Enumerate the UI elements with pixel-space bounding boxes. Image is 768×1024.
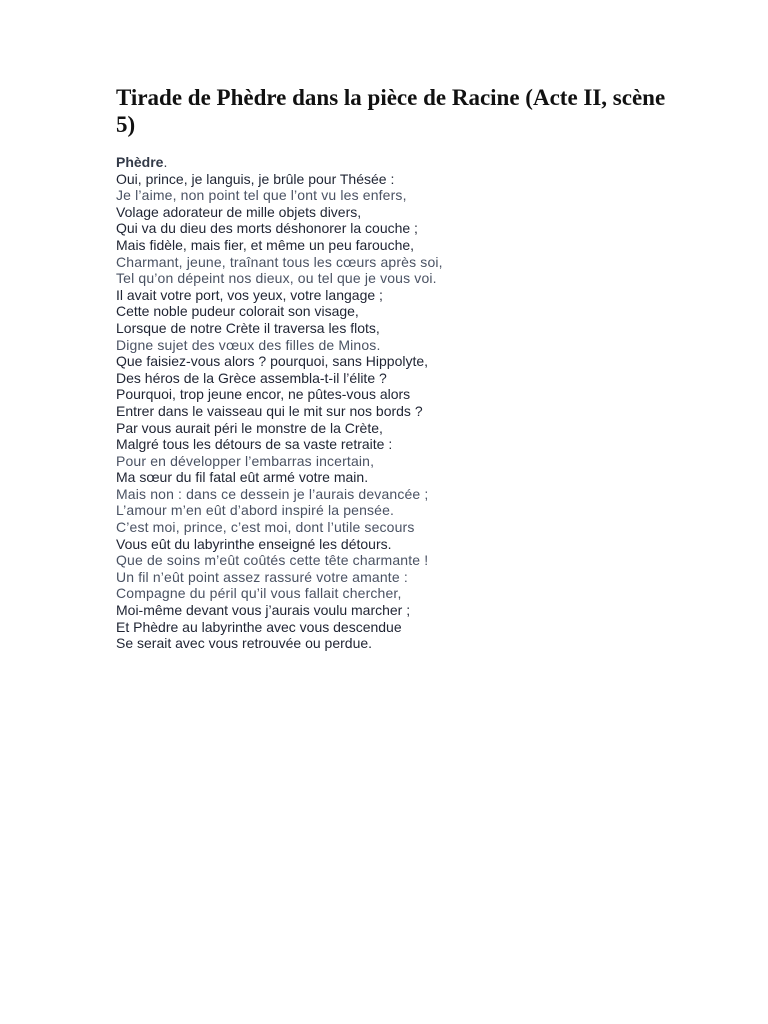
- speaker-label: Phèdre: [116, 154, 164, 170]
- document-title: Tirade de Phèdre dans la pièce de Racine (Acte II, scène 5): [116, 85, 666, 137]
- verse-line: Des héros de la Grèce assembla-t-il l’élite ?: [116, 369, 387, 386]
- verse-line: Moi-même devant vous j’aurais voulu marcher ;: [116, 602, 411, 619]
- document-page: [116, 84, 676, 652]
- verse-line: Un fil n’eût point assez rassuré votre amante :: [116, 568, 408, 585]
- verse-line: Que faisiez-vous alors ? pourquoi, sans Hippolyte,: [116, 353, 429, 370]
- verse-line: Tel qu’on dépeint nos dieux, ou tel que je vous voi.: [116, 270, 437, 287]
- verse-line: Pourquoi, trop jeune encor, ne pûtes-vous alors: [116, 386, 411, 403]
- verse-line: Malgré tous les détours de sa vaste retraite :: [116, 436, 393, 453]
- verse-line: L’amour m’en eût d’abord inspiré la pensée.: [116, 502, 395, 519]
- verse-line: Compagne du péril qu’il vous fallait chercher,: [116, 585, 402, 602]
- verse-line: Lorsque de notre Crète il traversa les flots,: [116, 319, 380, 336]
- verse-line: C’est moi, prince, c’est moi, dont l’utile secours: [116, 519, 415, 536]
- verse-line: Entrer dans le vaisseau qui le mit sur nos bords ?: [116, 402, 423, 419]
- speaker-name: [116, 154, 676, 171]
- verse-list: [116, 171, 676, 652]
- verse-line: Vous eût du labyrinthe enseigné les détours.: [116, 535, 392, 552]
- verse-line: Et Phèdre au labyrinthe avec vous descendue: [116, 618, 402, 635]
- speaker-punct: .: [163, 154, 168, 170]
- verse-line: Mais non : dans ce dessein je l’aurais devancée ;: [116, 485, 429, 502]
- verse-line: Mais fidèle, mais fier, et même un peu farouche,: [116, 236, 415, 253]
- verse-line: Il avait votre port, vos yeux, votre langage ;: [116, 286, 383, 303]
- verse-line: Par vous aurait péri le monstre de la Crète,: [116, 419, 383, 436]
- verse-line: Cette noble pudeur colorait son visage,: [116, 303, 359, 320]
- verse-line: Se serait avec vous retrouvée ou perdue.: [116, 635, 373, 652]
- verse-line: Digne sujet des vœux des filles de Minos.: [116, 336, 381, 353]
- verse-line: Qui va du dieu des morts déshonorer la couche ;: [116, 220, 418, 237]
- verse-line: Volage adorateur de mille objets divers,: [116, 203, 362, 220]
- verse-line: Charmant, jeune, traînant tous les cœurs après soi,: [116, 253, 443, 270]
- verse-line: Ma sœur du fil fatal eût armé votre main.: [116, 469, 369, 486]
- verse-line: Je l’aime, non point tel que l’ont vu les enfers,: [116, 187, 407, 204]
- verse-line: Oui, prince, je languis, je brûle pour Thésée :: [116, 170, 395, 187]
- verse-line: Que de soins m’eût coûtés cette tête charmante !: [116, 552, 429, 569]
- verse-line: Pour en développer l’embarras incertain,: [116, 452, 375, 469]
